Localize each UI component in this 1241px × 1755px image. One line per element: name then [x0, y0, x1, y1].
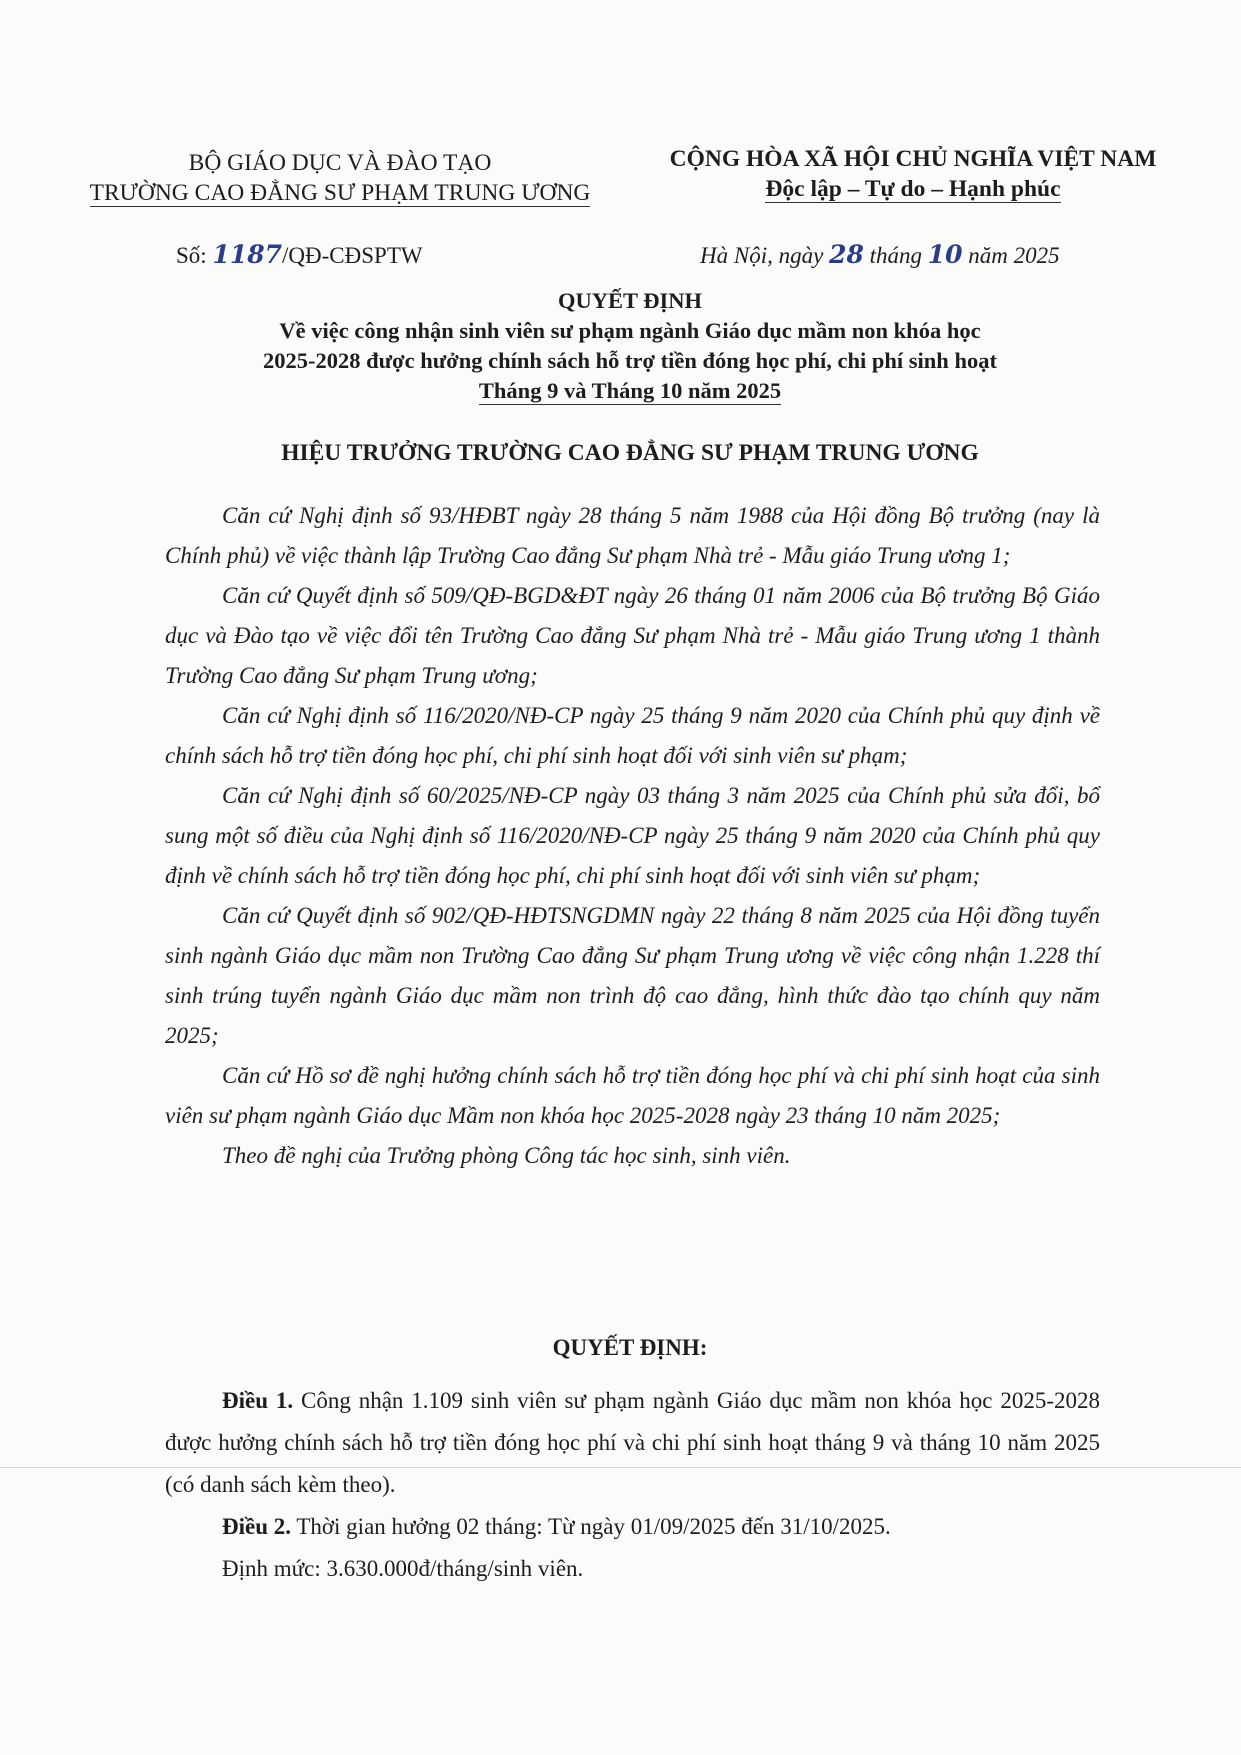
title-line-1: Về việc công nhận sinh viên sư phạm ngành Giáo dục mầm non khóa học: [279, 318, 981, 343]
article-2: Điều 2. Thời gian hưởng 02 tháng: Từ ngày 01/09/2025 đến 31/10/2025.: [222, 1514, 891, 1539]
title-line-3: Tháng 9 và Tháng 10 năm 2025: [478, 378, 782, 403]
article-1: Điều 1. Công nhận 1.109 sinh viên sư phạm ngành Giáo dục mầm non khóa học 2025-2028 được hưởng chính sách hỗ trợ tiền đóng học phí và chi phí sinh hoạt tháng 9 và tháng 10 năm 2025 (có danh sách kèm theo).: [165, 1388, 1101, 1497]
document-title: [120, 286, 1140, 406]
handwritten-number: 1187: [212, 240, 283, 269]
basis-item: Căn cứ Nghị định số 60/2025/NĐ-CP ngày 03 tháng 3 năm 2025 của Chính phủ sửa đổi, bổ sung một số điều của Nghị định số 116/2020/NĐ-CP ngày 25 tháng 9 năm 2020 của Chính phủ quy định về chính sách hỗ trợ tiền đóng học phí, chi phí sinh hoạt đối với sinh viên sư phạm;: [165, 783, 1100, 888]
national-motto: Độc lập – Tự do – Hạnh phúc: [765, 176, 1061, 202]
school-name: TRƯỜNG CAO ĐẲNG SƯ PHẠM TRUNG ƯƠNG: [89, 180, 591, 206]
issue-date: Hà Nội, ngày 28 tháng 10 năm 2025: [700, 240, 1060, 269]
issuing-authority: HIỆU TRƯỞNG TRƯỜNG CAO ĐẲNG SƯ PHẠM TRUNG ƯƠNG: [281, 440, 979, 466]
legal-bases: [165, 496, 1100, 1176]
basis-item: Theo đề nghị của Trưởng phòng Công tác học sinh, sinh viên.: [222, 1143, 791, 1168]
scan-fold-line: [0, 1467, 1241, 1468]
articles: [165, 1380, 1100, 1590]
basis-item: Căn cứ Quyết định số 509/QĐ-BGD&ĐT ngày 26 tháng 01 năm 2006 của Bộ trưởng Bộ Giáo dục và Đào tạo về việc đổi tên Trường Cao đẳng Sư phạm Nhà trẻ - Mẫu giáo Trung ương 1 thành Trường Cao đẳng Sư phạm Trung ương;: [165, 583, 1100, 688]
decision-heading: QUYẾT ĐỊNH:: [552, 1335, 708, 1360]
handwritten-day: 28: [829, 240, 864, 269]
national-header: [648, 144, 1178, 204]
country-name: CỘNG HÒA XÃ HỘI CHỦ NGHĨA VIỆT NAM: [669, 146, 1157, 172]
title-heading: QUYẾT ĐỊNH: [558, 288, 702, 313]
basis-item: Căn cứ Nghị định số 116/2020/NĐ-CP ngày 25 tháng 9 năm 2020 của Chính phủ quy định về chính sách hỗ trợ tiền đóng học phí, chi phí sinh hoạt đối với sinh viên sư phạm;: [165, 703, 1100, 768]
ministry-name: BỘ GIÁO DỤC VÀ ĐÀO TẠO: [188, 150, 492, 176]
title-line-2: 2025-2028 được hưởng chính sách hỗ trợ tiền đóng học phí, chi phí sinh hoạt: [263, 348, 997, 373]
basis-item: Căn cứ Nghị định số 93/HĐBT ngày 28 tháng 5 năm 1988 của Hội đồng Bộ trưởng (nay là Chính phủ) về việc thành lập Trường Cao đẳng Sư phạm Nhà trẻ - Mẫu giáo Trung ương 1;: [165, 503, 1100, 568]
document-number: Số: 1187/QĐ-CĐSPTW: [176, 240, 423, 269]
basis-item: Căn cứ Quyết định số 902/QĐ-HĐTSNGDMN ngày 22 tháng 8 năm 2025 của Hội đồng tuyển sinh ngành Giáo dục mầm non Trường Cao đẳng Sư phạm Trung ương về việc công nhận 1.228 thí sinh trúng tuyển ngành Giáo dục mầm non trình độ cao đẳng, hình thức đào tạo chính quy năm 2025;: [165, 903, 1100, 1048]
support-rate: Định mức: 3.630.000đ/tháng/sinh viên.: [222, 1556, 584, 1581]
handwritten-month: 10: [927, 240, 963, 269]
basis-item: Căn cứ Hồ sơ đề nghị hưởng chính sách hỗ trợ tiền đóng học phí và chi phí sinh hoạt của sinh viên sư phạm ngành Giáo dục Mầm non khóa học 2025-2028 ngày 23 tháng 10 năm 2025;: [165, 1063, 1100, 1128]
issuer-header: [60, 148, 620, 208]
